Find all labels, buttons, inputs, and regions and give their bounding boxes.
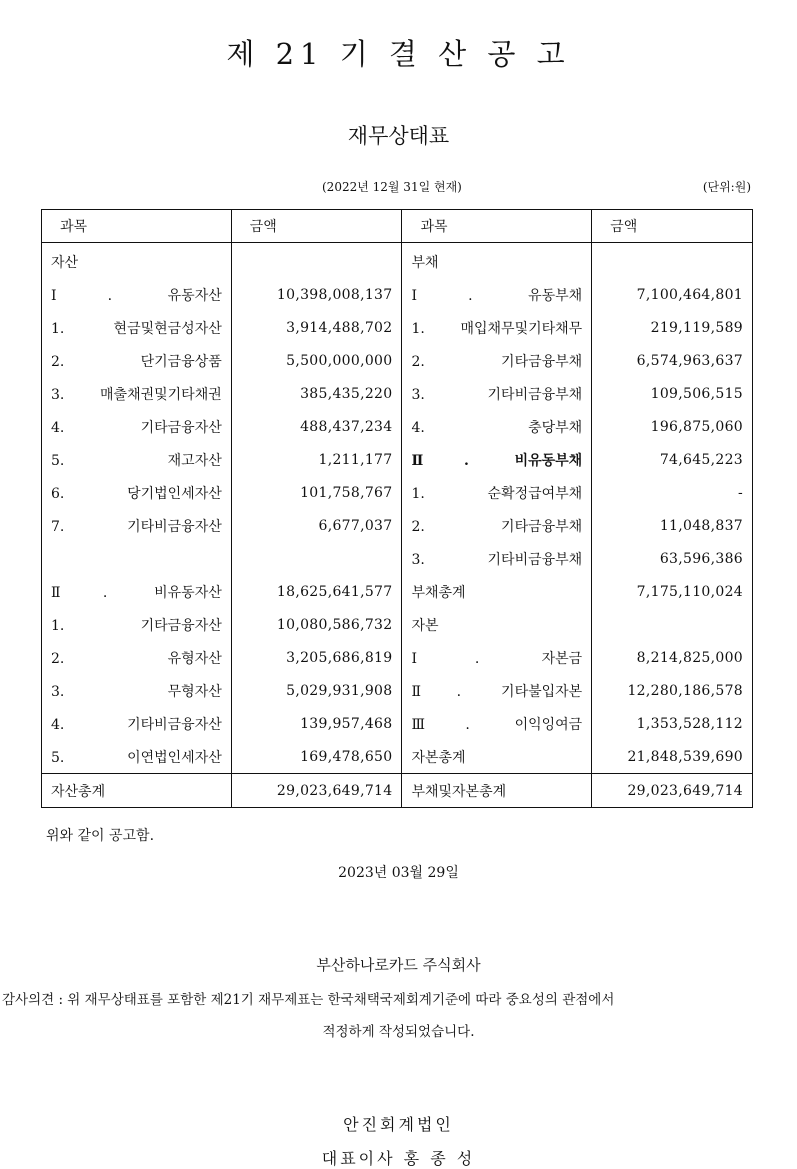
ceo-name: 대표이사 홍 종 성 xyxy=(321,1149,476,1168)
item-label: 2. 기타금융부채 xyxy=(402,509,592,542)
amount-cell: 6,677,037 xyxy=(231,509,402,542)
assets-section-label: 자산 xyxy=(42,243,232,279)
amount-cell: 7,175,110,024 xyxy=(592,575,753,608)
table-row xyxy=(42,641,753,674)
statement-title: 재무상태표 xyxy=(347,124,450,148)
audit-opinion-line2: 적정하게 작성되었습니다. xyxy=(322,1024,475,1040)
table-row xyxy=(42,243,753,279)
amount-cell: 5,029,931,908 xyxy=(231,674,402,707)
item-label: 2. 유형자산 xyxy=(42,641,232,674)
notice-text: 위와 같이 공고함. xyxy=(46,828,155,844)
table-total-row xyxy=(42,774,753,808)
item-label: 2. 단기금융상품 xyxy=(42,344,232,377)
item-label xyxy=(42,542,232,575)
amount-cell xyxy=(231,243,402,279)
amount-cell xyxy=(592,243,753,279)
total-assets-amount: 29,023,649,714 xyxy=(231,774,402,808)
total-liabilities-equity-amount: 29,023,649,714 xyxy=(592,774,753,808)
item-label: 3. 기타비금융부채 xyxy=(402,542,592,575)
item-label: 4. 기타금융자산 xyxy=(42,410,232,443)
table-row xyxy=(42,542,753,575)
header-item-left: 과목 xyxy=(42,210,232,243)
item-label: 3. 기타비금융부채 xyxy=(402,377,592,410)
audit-opinion-line1: 감사의견 : 위 재무상태표를 포함한 제21기 재무제표는 한국채택국제회계기준에 따라 중요성의 관점에서 xyxy=(2,992,615,1008)
table-row xyxy=(42,674,753,707)
item-label: 4. 기타비금융자산 xyxy=(42,707,232,740)
header-amount-right: 금액 xyxy=(592,210,753,243)
balance-sheet-table xyxy=(41,209,753,808)
item-label: Ⅱ. 비유동자산 xyxy=(42,575,232,608)
table-row xyxy=(42,575,753,608)
table-row xyxy=(42,509,753,542)
amount-cell: 12,280,186,578 xyxy=(592,674,753,707)
item-label: 5. 재고자산 xyxy=(42,443,232,476)
item-label: 1. 기타금융자산 xyxy=(42,608,232,641)
amount-cell: 74,645,223 xyxy=(592,443,753,476)
item-label: Ⅰ. 유동부채 xyxy=(402,278,592,311)
amount-cell xyxy=(592,608,753,641)
amount-cell xyxy=(231,542,402,575)
amount-cell: 139,957,468 xyxy=(231,707,402,740)
amount-cell: 7,100,464,801 xyxy=(592,278,753,311)
notice-date: 2023년 03월 29일 xyxy=(338,865,459,881)
table-row xyxy=(42,311,753,344)
amount-cell: 101,758,767 xyxy=(231,476,402,509)
item-label: 6. 당기법인세자산 xyxy=(42,476,232,509)
auditor-name: 안진회계법인 xyxy=(343,1115,454,1134)
liabilities-section-label: 부채 xyxy=(402,243,592,279)
item-label: 2. 기타금융부채 xyxy=(402,344,592,377)
amount-cell: 385,435,220 xyxy=(231,377,402,410)
amount-cell: 18,625,641,577 xyxy=(231,575,402,608)
table-row xyxy=(42,278,753,311)
item-label: 3. 매출채권및기타채권 xyxy=(42,377,232,410)
item-label: 5. 이연법인세자산 xyxy=(42,740,232,774)
item-label: 3. 무형자산 xyxy=(42,674,232,707)
amount-cell: 1,353,528,112 xyxy=(592,707,753,740)
item-label: 1. 순확정급여부채 xyxy=(402,476,592,509)
amount-cell: 5,500,000,000 xyxy=(231,344,402,377)
table-row xyxy=(42,707,753,740)
total-liabilities-label: 부채총계 xyxy=(402,575,592,608)
amount-cell: 219,119,589 xyxy=(592,311,753,344)
amount-cell: 6,574,963,637 xyxy=(592,344,753,377)
amount-cell: 169,478,650 xyxy=(231,740,402,774)
amount-cell: - xyxy=(592,476,753,509)
total-assets-label: 자산총계 xyxy=(42,774,232,808)
amount-cell: 11,048,837 xyxy=(592,509,753,542)
amount-cell: 10,080,586,732 xyxy=(231,608,402,641)
amount-cell: 1,211,177 xyxy=(231,443,402,476)
item-label: Ⅲ. 이익잉여금 xyxy=(402,707,592,740)
amount-cell: 488,437,234 xyxy=(231,410,402,443)
total-equity-label: 자본총계 xyxy=(402,740,592,774)
header-item-right: 과목 xyxy=(402,210,592,243)
amount-cell: 63,596,386 xyxy=(592,542,753,575)
header-amount-left: 금액 xyxy=(231,210,402,243)
table-row xyxy=(42,443,753,476)
table-row xyxy=(42,344,753,377)
item-label: Ⅰ. 유동자산 xyxy=(42,278,232,311)
item-label: 1. 현금및현금성자산 xyxy=(42,311,232,344)
item-label: Ⅱ. 기타불입자본 xyxy=(402,674,592,707)
company-name: 부산하나로카드 주식회사 xyxy=(316,956,481,974)
amount-cell: 3,205,686,819 xyxy=(231,641,402,674)
equity-section-label: 자본 xyxy=(402,608,592,641)
total-liabilities-equity-label: 부채및자본총계 xyxy=(402,774,592,808)
as-of-date: (2022년 12월 31일 현재) xyxy=(322,180,462,194)
item-label: 4. 충당부채 xyxy=(402,410,592,443)
amount-cell: 3,914,488,702 xyxy=(231,311,402,344)
table-row xyxy=(42,476,753,509)
amount-cell: 109,506,515 xyxy=(592,377,753,410)
table-row xyxy=(42,608,753,641)
unit-label: (단위:원) xyxy=(702,180,751,194)
amount-cell: 8,214,825,000 xyxy=(592,641,753,674)
amount-cell: 21,848,539,690 xyxy=(592,740,753,774)
table-header-row xyxy=(42,210,753,243)
item-label: 7. 기타비금융자산 xyxy=(42,509,232,542)
table-row xyxy=(42,740,753,774)
amount-cell: 196,875,060 xyxy=(592,410,753,443)
item-label: 1. 매입채무및기타채무 xyxy=(402,311,592,344)
item-label: Ⅰ. 자본금 xyxy=(402,641,592,674)
amount-cell: 10,398,008,137 xyxy=(231,278,402,311)
table-row xyxy=(42,410,753,443)
table-row xyxy=(42,377,753,410)
page-title: 제 21 기 결 산 공 고 xyxy=(226,37,571,71)
item-label: Ⅱ. 비유동부채 xyxy=(402,443,592,476)
